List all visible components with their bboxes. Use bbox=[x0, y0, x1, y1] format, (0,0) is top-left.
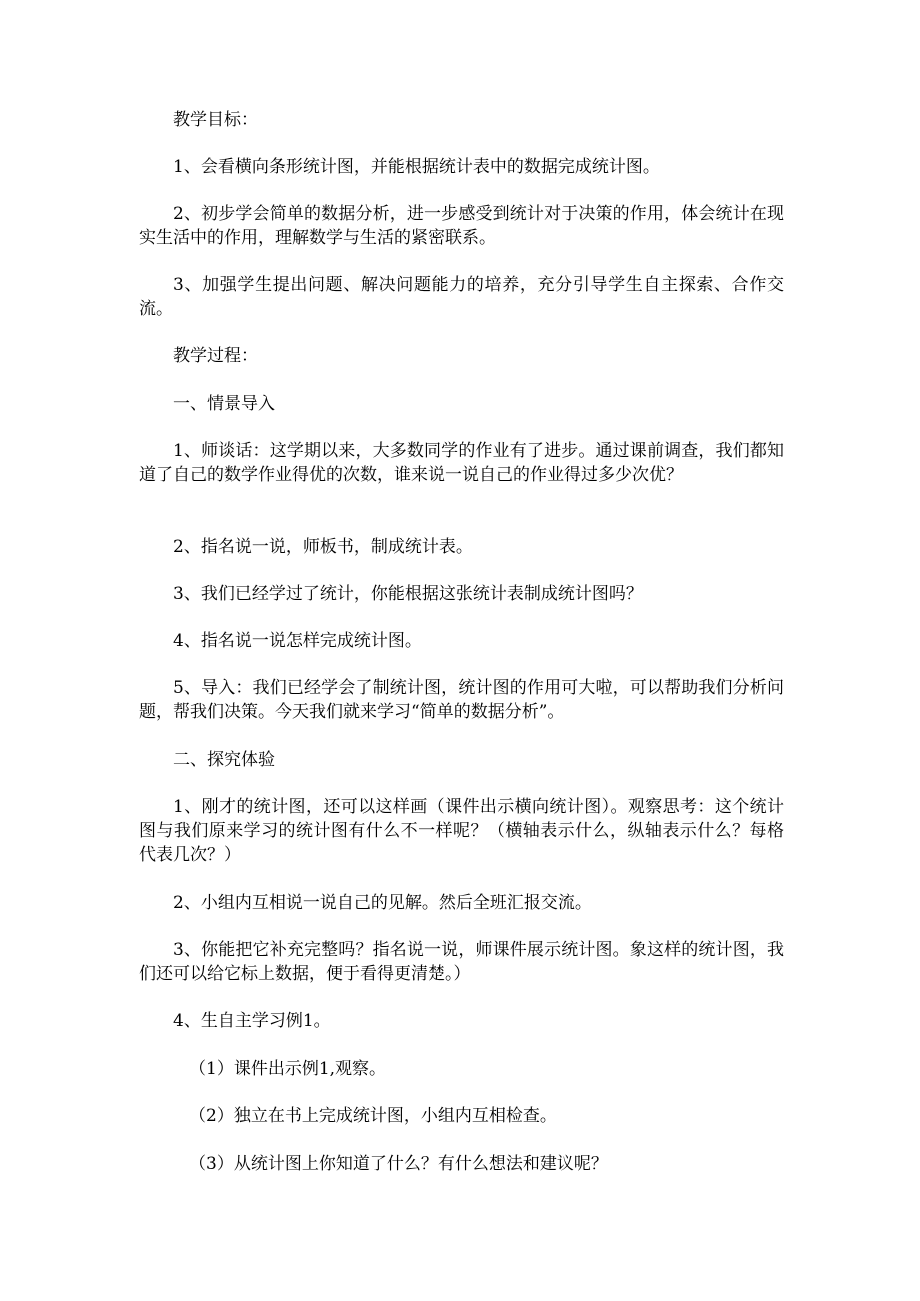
section-heading-process: 教学过程： bbox=[173, 346, 258, 366]
objective-2: 2、初步学会简单的数据分析，进一步感受到统计对于决策的作用，体会统计在现实生活中的作用，理解数学与生活的紧密联系。 bbox=[139, 204, 784, 248]
intro-step-2: 2、指名说一说，师板书，制成统计表。 bbox=[173, 537, 473, 557]
intro-step-3: 3、我们已经学过了统计，你能根据这张统计表制成统计图吗？ bbox=[173, 584, 643, 604]
explore-step-4: 4、生自主学习例1。 bbox=[173, 1011, 331, 1031]
explore-step-2: 2、小组内互相说一说自己的见解。然后全班汇报交流。 bbox=[173, 893, 592, 913]
objective-3: 3、加强学生提出问题、解决问题能力的培养，充分引导学生自主探索、合作交流。 bbox=[139, 275, 784, 319]
explore-step-3: 3、你能把它补充完整吗？指名说一说，师课件展示统计图。象这样的统计图，我们还可以给它标上数据，便于看得更清楚。） bbox=[139, 940, 784, 984]
section-heading-objectives: 教学目标： bbox=[173, 110, 258, 130]
explore-step-1: 1、刚才的统计图，还可以这样画（课件出示横向统计图）。观察思考：这个统计图与我们原来学习的统计图有什么不一样呢？（横轴表示什么，纵轴表示什么？每格代表几次？） bbox=[139, 797, 784, 865]
part-heading-explore: 二、探究体验 bbox=[173, 750, 275, 770]
objective-1: 1、会看横向条形统计图，并能根据统计表中的数据完成统计图。 bbox=[173, 157, 660, 177]
example-substep-1: （1）课件出示例1,观察。 bbox=[189, 1059, 387, 1079]
example-substep-3: （3）从统计图上你知道了什么？有什么想法和建议呢？ bbox=[189, 1154, 608, 1174]
part-heading-intro: 一、情景导入 bbox=[173, 394, 275, 414]
intro-step-5: 5、导入：我们已经学会了制统计图，统计图的作用可大啦，可以帮助我们分析问题，帮我们决策。今天我们就来学习“简单的数据分析”。 bbox=[139, 678, 784, 722]
example-substep-2: （2）独立在书上完成统计图，小组内互相检查。 bbox=[189, 1106, 557, 1126]
intro-step-1: 1、师谈话：这学期以来，大多数同学的作业有了进步。通过课前调查，我们都知道了自己的数学作业得优的次数，谁来说一说自己的作业得过多少次优？ bbox=[139, 441, 784, 485]
intro-step-4: 4、指名说一说怎样完成统计图。 bbox=[173, 631, 422, 651]
